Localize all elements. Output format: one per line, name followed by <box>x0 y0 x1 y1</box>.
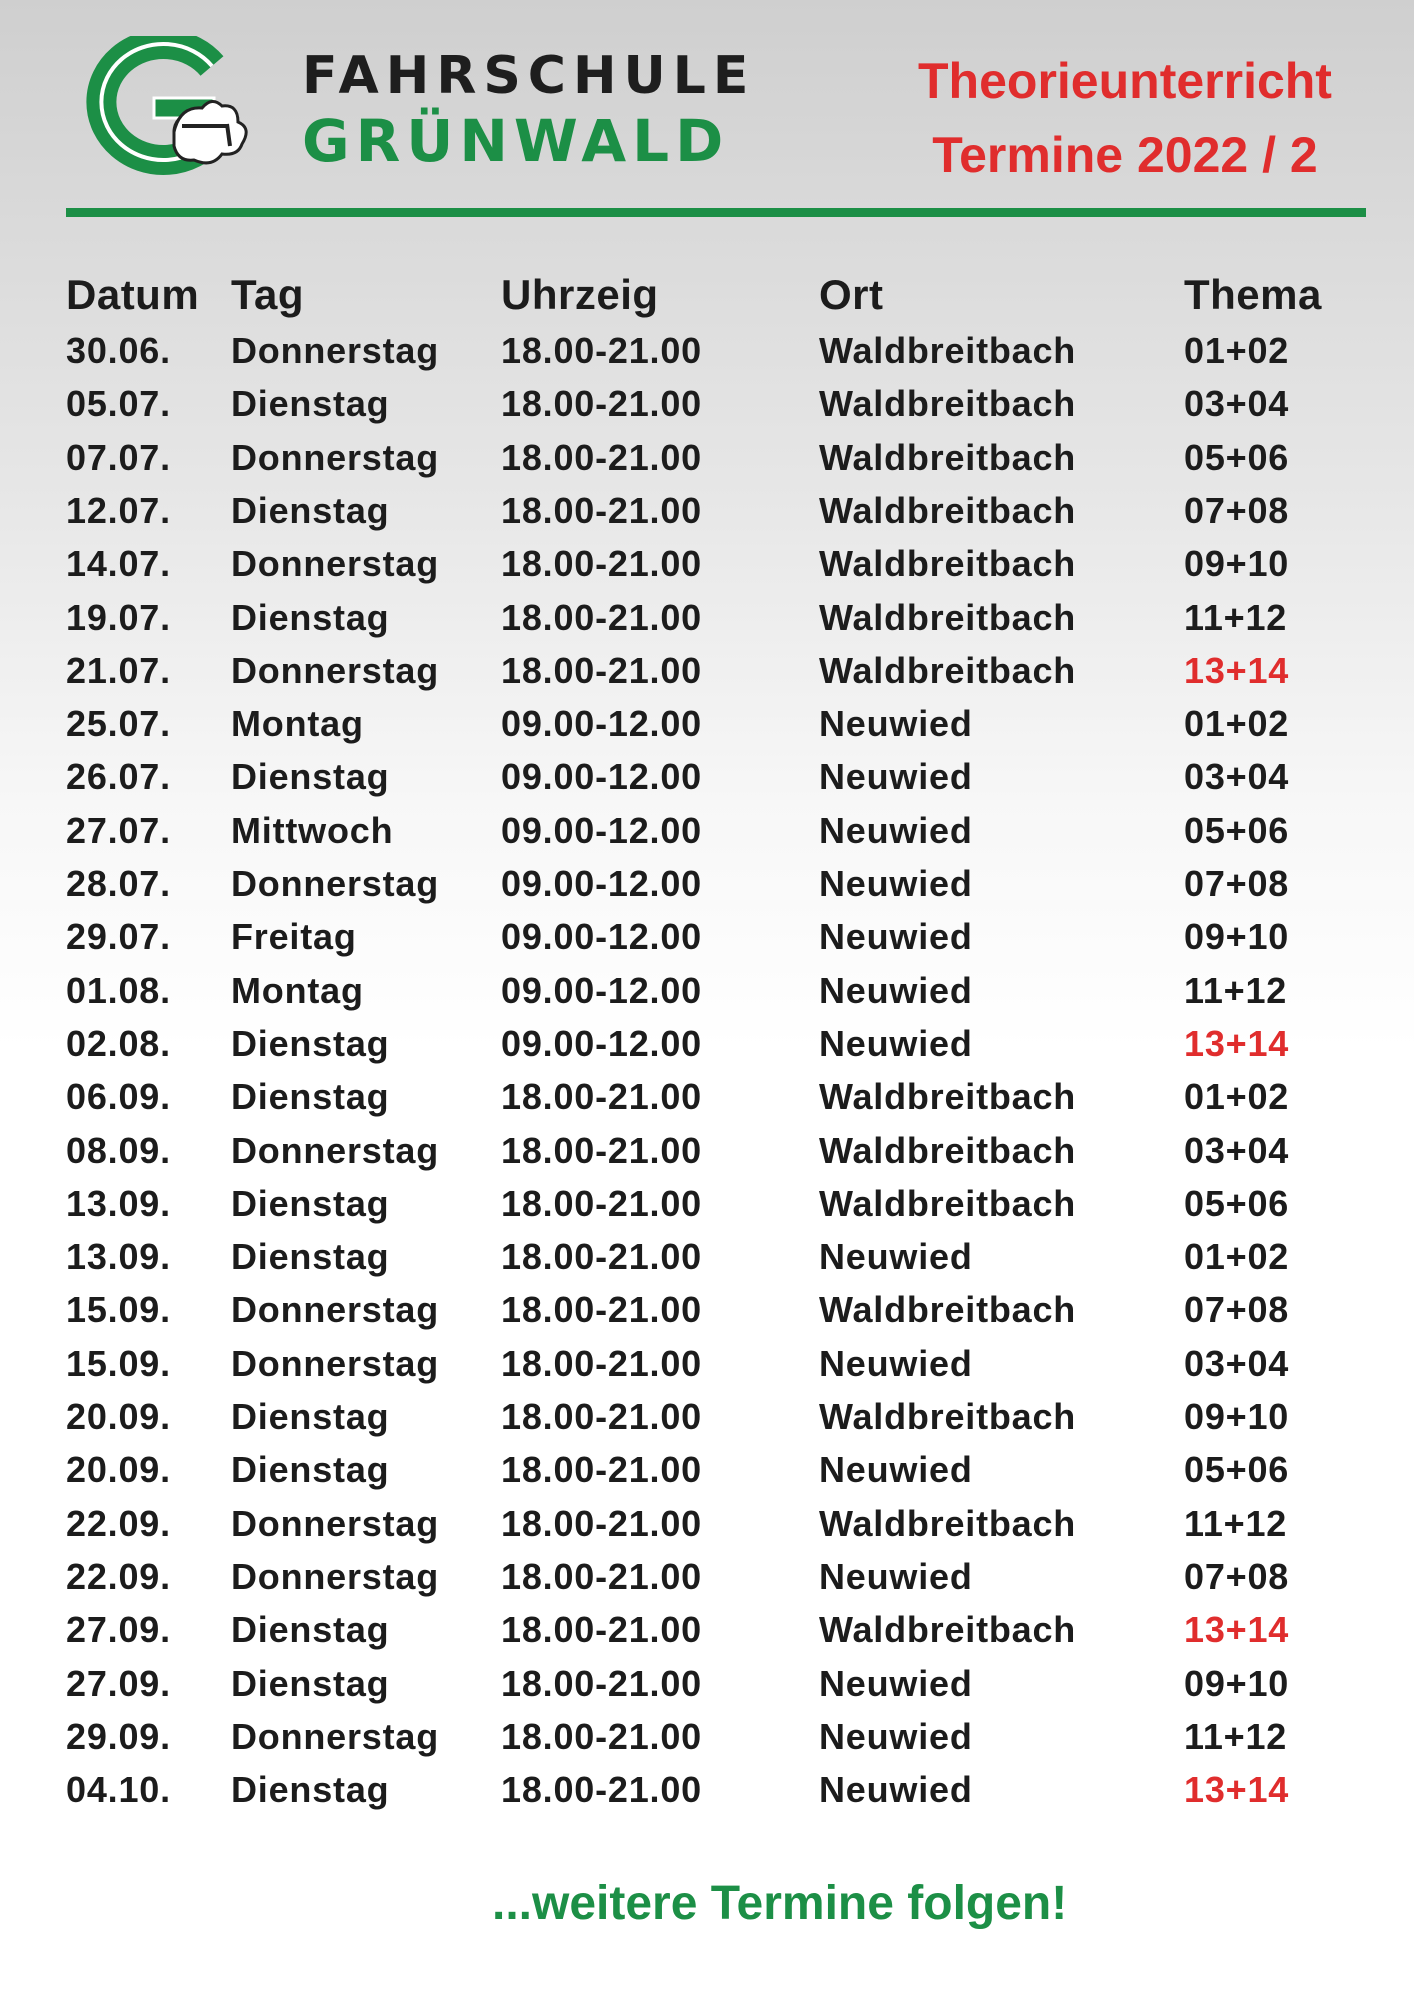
cell-ort: Waldbreitbach <box>819 650 1077 691</box>
cell-datum: 21.07. <box>66 650 171 691</box>
cell-datum: 27.09. <box>66 1663 171 1704</box>
cell-uhrzeit: 09.00-12.00 <box>501 756 702 797</box>
cell-ort: Waldbreitbach <box>819 1183 1077 1224</box>
cell-ort: Neuwied <box>819 863 973 904</box>
cell-uhrzeit: 18.00-21.00 <box>501 490 702 531</box>
cell-uhrzeit: 18.00-21.00 <box>501 1503 702 1544</box>
logo <box>62 36 262 176</box>
cell-thema: 11+12 <box>1184 1503 1288 1544</box>
cell-ort: Waldbreitbach <box>819 597 1077 638</box>
cell-datum: 07.07. <box>66 437 171 478</box>
cell-datum: 22.09. <box>66 1556 171 1597</box>
cell-datum: 20.09. <box>66 1396 171 1437</box>
cell-ort: Neuwied <box>819 970 973 1011</box>
cell-tag: Freitag <box>231 916 357 957</box>
column-header-datum: Datum <box>66 271 200 318</box>
page-subtitle: Termine 2022 / 2 <box>932 127 1318 183</box>
cell-ort: Neuwied <box>819 703 973 744</box>
cell-uhrzeit: 09.00-12.00 <box>501 916 702 957</box>
cell-uhrzeit: 18.00-21.00 <box>501 437 702 478</box>
cell-tag: Dienstag <box>231 383 390 424</box>
cell-datum: 05.07. <box>66 383 171 424</box>
cell-tag: Donnerstag <box>231 543 440 584</box>
cell-thema: 11+12 <box>1184 1716 1288 1757</box>
cell-ort: Waldbreitbach <box>819 437 1077 478</box>
column-header-uhrzeit: Uhrzeig <box>501 271 659 318</box>
cell-ort: Neuwied <box>819 1236 973 1277</box>
cell-datum: 29.07. <box>66 916 171 957</box>
cell-tag: Donnerstag <box>231 1289 440 1330</box>
cell-datum: 01.08. <box>66 970 171 1011</box>
cell-tag: Dienstag <box>231 756 390 797</box>
cell-uhrzeit: 18.00-21.00 <box>501 1343 702 1384</box>
cell-datum: 13.09. <box>66 1183 171 1224</box>
cell-tag: Montag <box>231 970 364 1011</box>
cell-uhrzeit: 18.00-21.00 <box>501 597 702 638</box>
cell-uhrzeit: 09.00-12.00 <box>501 863 702 904</box>
cell-ort: Neuwied <box>819 1769 973 1810</box>
cell-thema: 01+02 <box>1184 703 1290 744</box>
cell-tag: Donnerstag <box>231 650 440 691</box>
cell-tag: Mittwoch <box>231 810 394 851</box>
cell-ort: Waldbreitbach <box>819 330 1077 371</box>
page-title: Theorieunterricht <box>918 53 1332 109</box>
cell-thema: 01+02 <box>1184 1236 1290 1277</box>
cell-tag: Dienstag <box>231 1396 390 1437</box>
cell-thema: 07+08 <box>1184 1556 1290 1597</box>
cell-uhrzeit: 09.00-12.00 <box>501 1023 702 1064</box>
cell-ort: Waldbreitbach <box>819 1396 1077 1437</box>
cell-datum: 13.09. <box>66 1236 171 1277</box>
cell-datum: 29.09. <box>66 1716 171 1757</box>
cell-thema: 13+14 <box>1184 1023 1290 1064</box>
cell-ort: Waldbreitbach <box>819 383 1077 424</box>
cell-uhrzeit: 18.00-21.00 <box>501 650 702 691</box>
cell-datum: 08.09. <box>66 1130 171 1171</box>
cell-ort: Waldbreitbach <box>819 1503 1077 1544</box>
column-header-thema: Thema <box>1184 271 1322 318</box>
cell-tag: Donnerstag <box>231 330 440 371</box>
cell-ort: Neuwied <box>819 1023 973 1064</box>
cell-tag: Dienstag <box>231 490 390 531</box>
cell-uhrzeit: 18.00-21.00 <box>501 1663 702 1704</box>
cell-tag: Donnerstag <box>231 437 440 478</box>
cell-thema: 05+06 <box>1184 1183 1290 1224</box>
column-header-tag: Tag <box>231 271 305 318</box>
cell-uhrzeit: 18.00-21.00 <box>501 1236 702 1277</box>
cell-ort: Waldbreitbach <box>819 1289 1077 1330</box>
cell-ort: Neuwied <box>819 1343 973 1384</box>
cell-datum: 15.09. <box>66 1343 171 1384</box>
cell-thema: 05+06 <box>1184 1449 1290 1490</box>
cell-ort: Waldbreitbach <box>819 1076 1077 1117</box>
column-header-ort: Ort <box>819 271 884 318</box>
cell-datum: 28.07. <box>66 863 171 904</box>
cell-ort: Waldbreitbach <box>819 1130 1077 1171</box>
cell-uhrzeit: 18.00-21.00 <box>501 1556 702 1597</box>
cell-thema: 13+14 <box>1184 1609 1290 1650</box>
cell-thema: 07+08 <box>1184 490 1290 531</box>
cell-uhrzeit: 18.00-21.00 <box>501 1289 702 1330</box>
brand-name-line2: GRÜNWALD <box>302 107 730 175</box>
cell-uhrzeit: 18.00-21.00 <box>501 1396 702 1437</box>
cell-datum: 26.07. <box>66 756 171 797</box>
header-divider <box>66 208 1366 217</box>
cell-thema: 09+10 <box>1184 543 1290 584</box>
cell-datum: 27.09. <box>66 1609 171 1650</box>
cell-thema: 13+14 <box>1184 650 1290 691</box>
cell-uhrzeit: 18.00-21.00 <box>501 1449 702 1490</box>
cell-thema: 11+12 <box>1184 597 1288 638</box>
logo-g-icon <box>62 36 262 176</box>
cell-uhrzeit: 18.00-21.00 <box>501 1716 702 1757</box>
footer-note: ...weitere Termine folgen! <box>492 1877 1068 1930</box>
cell-uhrzeit: 18.00-21.00 <box>501 330 702 371</box>
cell-thema: 13+14 <box>1184 1769 1290 1810</box>
cell-thema: 03+04 <box>1184 383 1290 424</box>
cell-uhrzeit: 18.00-21.00 <box>501 1183 702 1224</box>
cell-uhrzeit: 18.00-21.00 <box>501 1609 702 1650</box>
cell-datum: 27.07. <box>66 810 171 851</box>
cell-tag: Dienstag <box>231 1076 390 1117</box>
cell-uhrzeit: 09.00-12.00 <box>501 810 702 851</box>
cell-tag: Donnerstag <box>231 1503 440 1544</box>
cell-ort: Neuwied <box>819 916 973 957</box>
cell-thema: 11+12 <box>1184 970 1288 1011</box>
cell-datum: 14.07. <box>66 543 171 584</box>
cell-datum: 19.07. <box>66 597 171 638</box>
cell-uhrzeit: 09.00-12.00 <box>501 970 702 1011</box>
cell-ort: Neuwied <box>819 1663 973 1704</box>
cell-thema: 09+10 <box>1184 1396 1290 1437</box>
cell-datum: 22.09. <box>66 1503 171 1544</box>
cell-tag: Donnerstag <box>231 1343 440 1384</box>
cell-datum: 30.06. <box>66 330 171 371</box>
cell-ort: Waldbreitbach <box>819 1609 1077 1650</box>
cell-tag: Dienstag <box>231 1609 390 1650</box>
cell-uhrzeit: 09.00-12.00 <box>501 703 702 744</box>
cell-tag: Donnerstag <box>231 863 440 904</box>
cell-tag: Dienstag <box>231 1023 390 1064</box>
cell-thema: 07+08 <box>1184 863 1290 904</box>
cell-thema: 03+04 <box>1184 1130 1290 1171</box>
cell-datum: 04.10. <box>66 1769 171 1810</box>
cell-datum: 15.09. <box>66 1289 171 1330</box>
cell-tag: Dienstag <box>231 1663 390 1704</box>
cell-ort: Neuwied <box>819 1556 973 1597</box>
cell-datum: 12.07. <box>66 490 171 531</box>
cell-tag: Dienstag <box>231 1449 390 1490</box>
cell-ort: Neuwied <box>819 810 973 851</box>
cell-thema: 03+04 <box>1184 1343 1290 1384</box>
brand-name-line1: FAHRSCHULE <box>302 46 756 106</box>
cell-ort: Neuwied <box>819 756 973 797</box>
cell-uhrzeit: 18.00-21.00 <box>501 543 702 584</box>
cell-uhrzeit: 18.00-21.00 <box>501 1769 702 1810</box>
cell-ort: Neuwied <box>819 1716 973 1757</box>
cell-thema: 01+02 <box>1184 1076 1290 1117</box>
cell-thema: 07+08 <box>1184 1289 1290 1330</box>
cell-datum: 20.09. <box>66 1449 171 1490</box>
cell-datum: 25.07. <box>66 703 171 744</box>
cell-tag: Donnerstag <box>231 1556 440 1597</box>
cell-thema: 05+06 <box>1184 437 1290 478</box>
cell-ort: Neuwied <box>819 1449 973 1490</box>
cell-tag: Dienstag <box>231 1236 390 1277</box>
cell-thema: 01+02 <box>1184 330 1290 371</box>
cell-thema: 09+10 <box>1184 916 1290 957</box>
cell-thema: 03+04 <box>1184 756 1290 797</box>
cell-uhrzeit: 18.00-21.00 <box>501 383 702 424</box>
cell-tag: Donnerstag <box>231 1716 440 1757</box>
cell-tag: Dienstag <box>231 1769 390 1810</box>
cell-datum: 02.08. <box>66 1023 171 1064</box>
cell-tag: Dienstag <box>231 597 390 638</box>
cell-uhrzeit: 18.00-21.00 <box>501 1130 702 1171</box>
cell-tag: Donnerstag <box>231 1130 440 1171</box>
cell-datum: 06.09. <box>66 1076 171 1117</box>
cell-tag: Dienstag <box>231 1183 390 1224</box>
cell-thema: 09+10 <box>1184 1663 1290 1704</box>
cell-tag: Montag <box>231 703 364 744</box>
cell-ort: Waldbreitbach <box>819 490 1077 531</box>
cell-uhrzeit: 18.00-21.00 <box>501 1076 702 1117</box>
cell-thema: 05+06 <box>1184 810 1290 851</box>
cell-ort: Waldbreitbach <box>819 543 1077 584</box>
